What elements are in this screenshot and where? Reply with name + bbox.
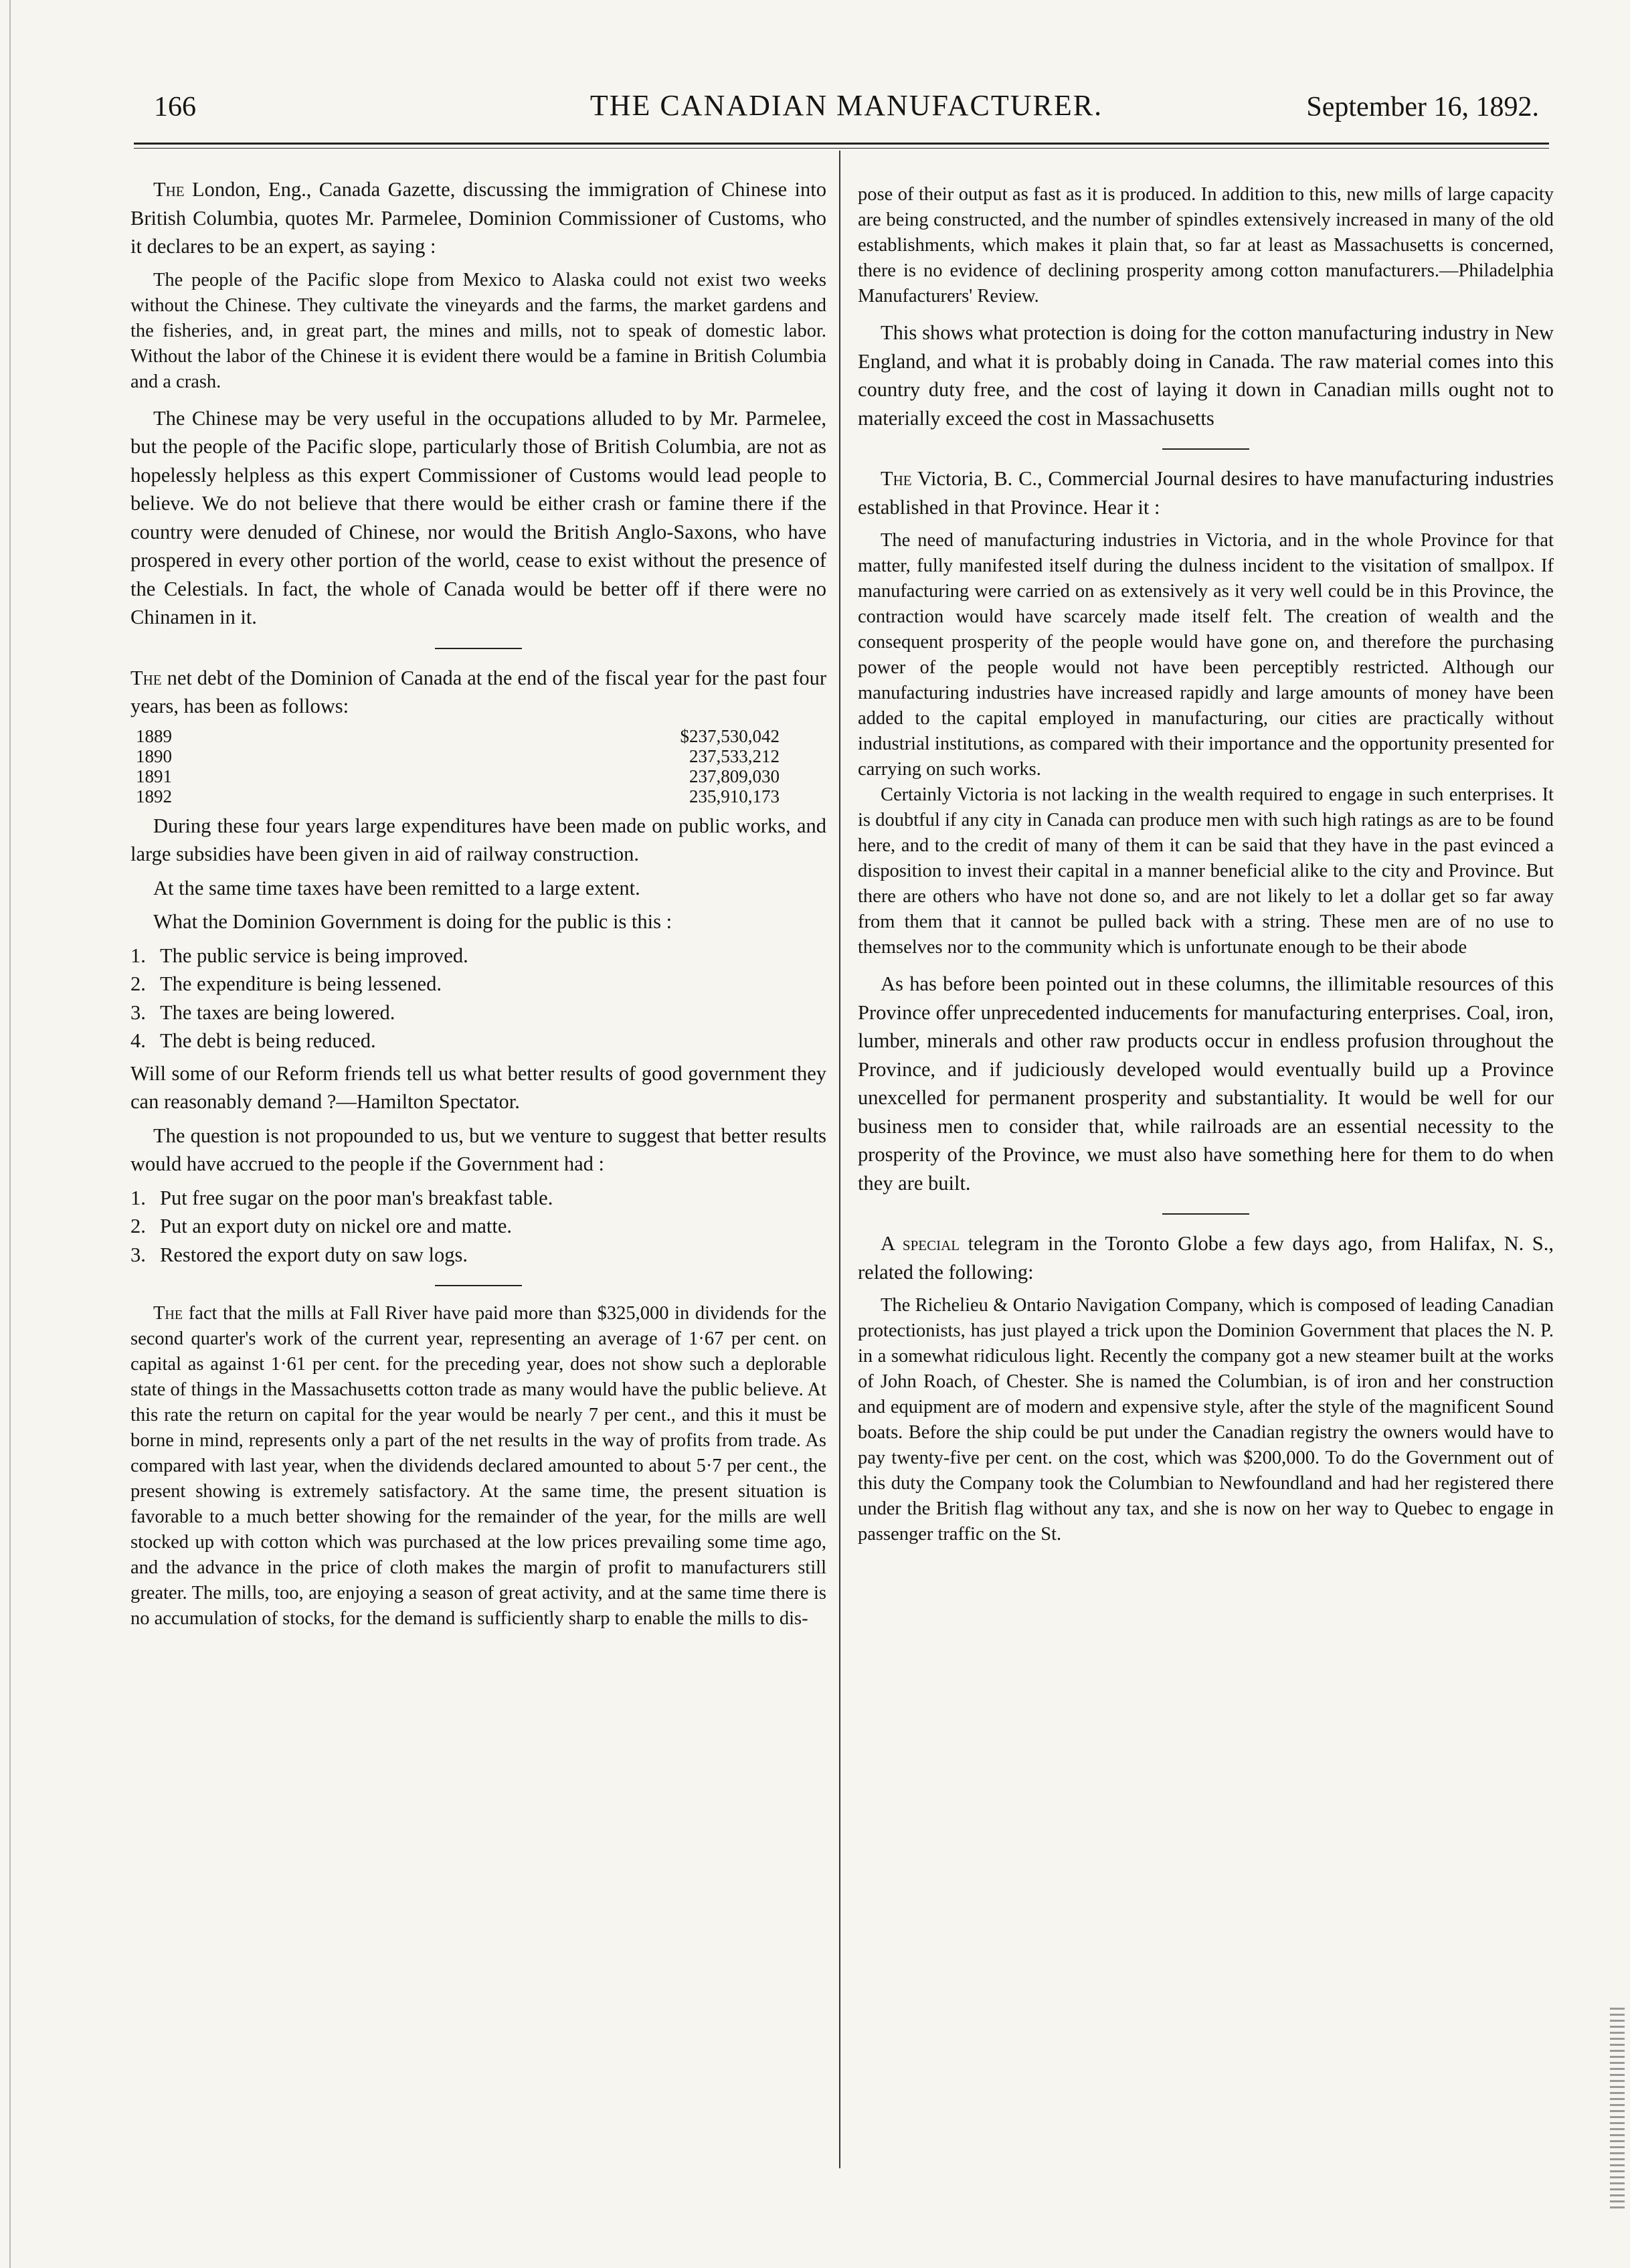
list-item — [130, 970, 826, 998]
article-separator — [435, 648, 522, 649]
article-separator — [1162, 448, 1249, 450]
year-cell: 1890 — [136, 746, 172, 766]
table-row — [130, 746, 826, 766]
quotation — [858, 528, 1554, 960]
list-item — [130, 1212, 826, 1241]
list-number: 2. — [130, 972, 146, 995]
list-text: The expenditure is being lessened. — [160, 972, 442, 995]
government-list — [130, 942, 826, 1055]
article-fall-river — [130, 1301, 826, 1632]
amount-cell: 235,910,173 — [689, 786, 780, 806]
paragraph-text: fact that the mills at Fall River have paid more than $325,000 in dividends for the second quarter's work of the current year, representing an average of 1·67 per cent. on capital as against 1·61 per cent. for the preceding year, does not show such a deplorable state of things in the Massachusetts cotton trade as many would have the public believe. At this rate the return on capital for the year would be nearly 7 per cent., and this it must be borne in mind, represents only a part of the net results in the way of profits from trade. As compared with last year, when the dividends declared amounted to about 5·7 per cent., the present showing is extremely satisfactory. At the same time, the present situation is favorable to a much better showing for the remainder of the year, for the mills are well stocked up with cotton which was purchased at the low prices prevailing some time ago, and the advance in the price of cloth makes the margin of profit to manufacturers still greater. The mills, too, are enjoying a season of great activity, and at the same time there is no accumulation of stocks, for the demand is sufficiently sharp to enable the mills to dis- — [130, 1303, 826, 1629]
lead-word: The — [130, 666, 162, 689]
lead-word: The — [153, 178, 185, 201]
lead-word: The — [153, 1303, 183, 1324]
quote-text: pose of their output as fast as it is produced. In addition to this, new mills of large capacity are being constructed, and the number of spindles extensively increased in many of the old establishments, which makes it plain that, so far at least as Massachusetts is concerned, there is no evidence of declining prosperity among cotton manufacturers.—Philadelphia Manufacturers' Review. — [858, 184, 1554, 307]
year-cell: 1892 — [136, 786, 172, 806]
quote-text: The Richelieu & Ontario Navigation Company, which is composed of leading Canadian protectionists, has just played a trick upon the Dominion Government that places the N. P. in a somewhat ridiculous light. Recently the company got a new steamer built at the works of John Roach, of Chester. She is named the Columbian, is of iron and her construction and equipment are of modern and expensive style, after the style of the magnificent Sound boats. Before the ship could be put under the Canadian registry the owners would have to pay twenty-five per cent. on the cost, which was $200,000. To do the Government out of this duty the Company took the Columbian to Newfoundland and had her registered there under the British flag without any tax, and she is now on her way to Quebec to engage in passenger traffic on the St. — [858, 1295, 1554, 1545]
article-debt-intro — [130, 664, 826, 721]
paragraph-text: telegram in the Toronto Globe a few days ago, from Halifax, N. S., related the following: — [858, 1232, 1554, 1284]
article-chinese-intro — [130, 175, 826, 261]
header-rule — [134, 143, 1549, 145]
quote-paragraph: What the Dominion Government is doing for the public is this : — [153, 910, 672, 933]
year-cell: 1891 — [136, 766, 172, 786]
quote-paragraph: As has before been pointed out in these columns, the illimitable resources of this Province offer unprecedented inducements for manufacturing enterprises. Coal, iron, lumber, minerals and other raw products occur in endless profusion throughout the Province, and if judiciously developed would eventually build up a Province unexcelled for permanent prosperity and substantiality. It would be well for our business men to consider that, while railroads are an essential necessity to the prosperity of the Province, we must also have something here for them to do when they are built. — [858, 972, 1554, 1195]
list-text: Put free sugar on the poor man's breakfast table. — [160, 1186, 553, 1209]
issue-date: September 16, 1892. — [1306, 92, 1539, 122]
lead-word: A special — [881, 1232, 960, 1255]
list-text: Put an export duty on nickel ore and matte. — [160, 1215, 512, 1237]
list-text: The taxes are being lowered. — [160, 1000, 395, 1024]
list-text: Restored the export duty on saw logs. — [160, 1243, 468, 1266]
list-number: 4. — [130, 1029, 146, 1052]
list-number: 3. — [130, 1000, 146, 1024]
scan-edge-marks — [1610, 2008, 1625, 2208]
list-item — [130, 1184, 826, 1213]
left-column — [130, 175, 826, 1641]
list-number: 1. — [130, 1186, 146, 1209]
amount-cell: $237,530,042 — [680, 725, 780, 746]
list-item — [130, 1027, 826, 1055]
list-text: The debt is being reduced. — [160, 1029, 376, 1052]
article-telegram-intro — [858, 1229, 1554, 1286]
article-chinese-comment: The Chinese may be very useful in the occupations alluded to by Mr. Parmelee, but the people of the Pacific slope, particularly those of British Columbia, are not as hopelessly helpless as this expert Commissioner of Customs would lead people to believe. We do not believe that there would be either crash or famine there if the country were denuded of Chinese, nor would the British Anglo-Saxons, who have prospered in every other portion of the world, cease to exist without the presence of the Celestials. In fact, the whole of Canada would be better off if there were no Chinamen in it. — [130, 406, 826, 628]
list-item — [130, 942, 826, 970]
quotation — [858, 1293, 1554, 1547]
lead-word: The — [881, 467, 912, 490]
scan-edge — [0, 0, 11, 2268]
quotation — [858, 182, 1554, 309]
year-cell: 1889 — [136, 725, 172, 746]
header-rule-thin — [134, 148, 1549, 149]
list-text: The public service is being improved. — [160, 944, 468, 967]
paragraph-text: Victoria, B. C., Commercial Journal desires to have manufacturing industries established in that Province. Hear it : — [858, 467, 1554, 519]
article-separator — [1162, 1213, 1249, 1215]
list-number: 1. — [130, 944, 146, 967]
publication-title: THE CANADIAN MANUFACTURER. — [590, 89, 1103, 122]
amount-cell: 237,533,212 — [689, 746, 780, 766]
paragraph-text: net debt of the Dominion of Canada at the end of the fiscal year for the past four years, has been as follows: — [130, 666, 826, 717]
reply-list — [130, 1184, 826, 1270]
article-victoria-intro — [858, 464, 1554, 521]
article-separator — [435, 1285, 522, 1286]
table-row — [130, 766, 826, 786]
column-divider — [839, 151, 840, 2168]
quotation — [130, 1301, 826, 1632]
right-column — [858, 175, 1554, 1557]
quotation — [130, 268, 826, 395]
list-number: 2. — [130, 1215, 146, 1237]
quote-text: The need of manufacturing industries in Victoria, and in the whole Province for that matter, fully manifested itself during the dulness incident to the visitation of smallpox. If manufacturing were carried on as extensively as it very well could be in this Province, the contraction would have scarcely made itself felt. The creation of wealth and the consequent prosperity of the people would have gone on, and therefore the purchasing power of the people would not have been perceptibly restricted. Although our manufacturing industries have increased rapidly and large amounts of money have been added to the capital employed in manufacturing, our cities are practically without industrial institutions, as compared with their importance and the opportunity presented for carrying on such works. — [858, 530, 1554, 780]
list-number: 3. — [130, 1243, 146, 1266]
quote-text: The people of the Pacific slope from Mexico to Alaska could not exist two weeks without the Chinese. They cultivate the vineyards and the farms, the market gardens and the fisheries, and, in great part, the mines and mills, not to speak of domestic labor. Without the labor of the Chinese it is evident there would be a famine in British Columbia and a crash. — [130, 269, 826, 392]
article-reply: The question is not propounded to us, but we venture to suggest that better results would have accrued to the people if the Government had : — [130, 1124, 826, 1175]
page-header — [154, 86, 1539, 133]
quote-text: Certainly Victoria is not lacking in the wealth required to engage in such enterprises. It is doubtful if any city in Canada can produce men with such high ratings as are to be found here, and to the credit of many of them it can be said that they have in the past evinced a disposition to invest their capital in a manner beneficial alike to the city and Province. But there are others who have not done so, and are not likely to let a dollar get so far away from them that it cannot be pulled back with a string. These men are of no use to themselves nor to the community which is unfortunate enough to be their abode — [858, 784, 1554, 958]
page-number: 166 — [154, 92, 196, 122]
paragraph-text: London, Eng., Canada Gazette, discussing the immigration of Chinese into British Columbia, quotes Mr. Parmelee, Dominion Commissioner of Customs, who it declares to be an expert, as saying : — [130, 178, 826, 258]
table-row — [130, 726, 826, 746]
quote-paragraph: During these four years large expenditures have been made on public works, and large subsidies have been given in aid of railway construction. — [130, 814, 826, 865]
article-protection-comment: This shows what protection is doing for the cotton manufacturing industry in New England, and what it is probably doing in Canada. The raw material comes into this country duty free, and the cost of laying it down in Canadian mills ought not to materially exceed the cost in Massachusetts — [858, 321, 1554, 430]
debt-table — [130, 726, 826, 806]
list-item — [130, 1241, 826, 1270]
amount-cell: 237,809,030 — [689, 766, 780, 786]
quote-paragraph: Will some of our Reform friends tell us what better results of good government they can reasonably demand ?—Hamilton Spectator. — [130, 1061, 826, 1113]
quote-paragraph: At the same time taxes have been remitted to a large extent. — [153, 876, 640, 899]
list-item — [130, 998, 826, 1027]
table-row — [130, 786, 826, 806]
